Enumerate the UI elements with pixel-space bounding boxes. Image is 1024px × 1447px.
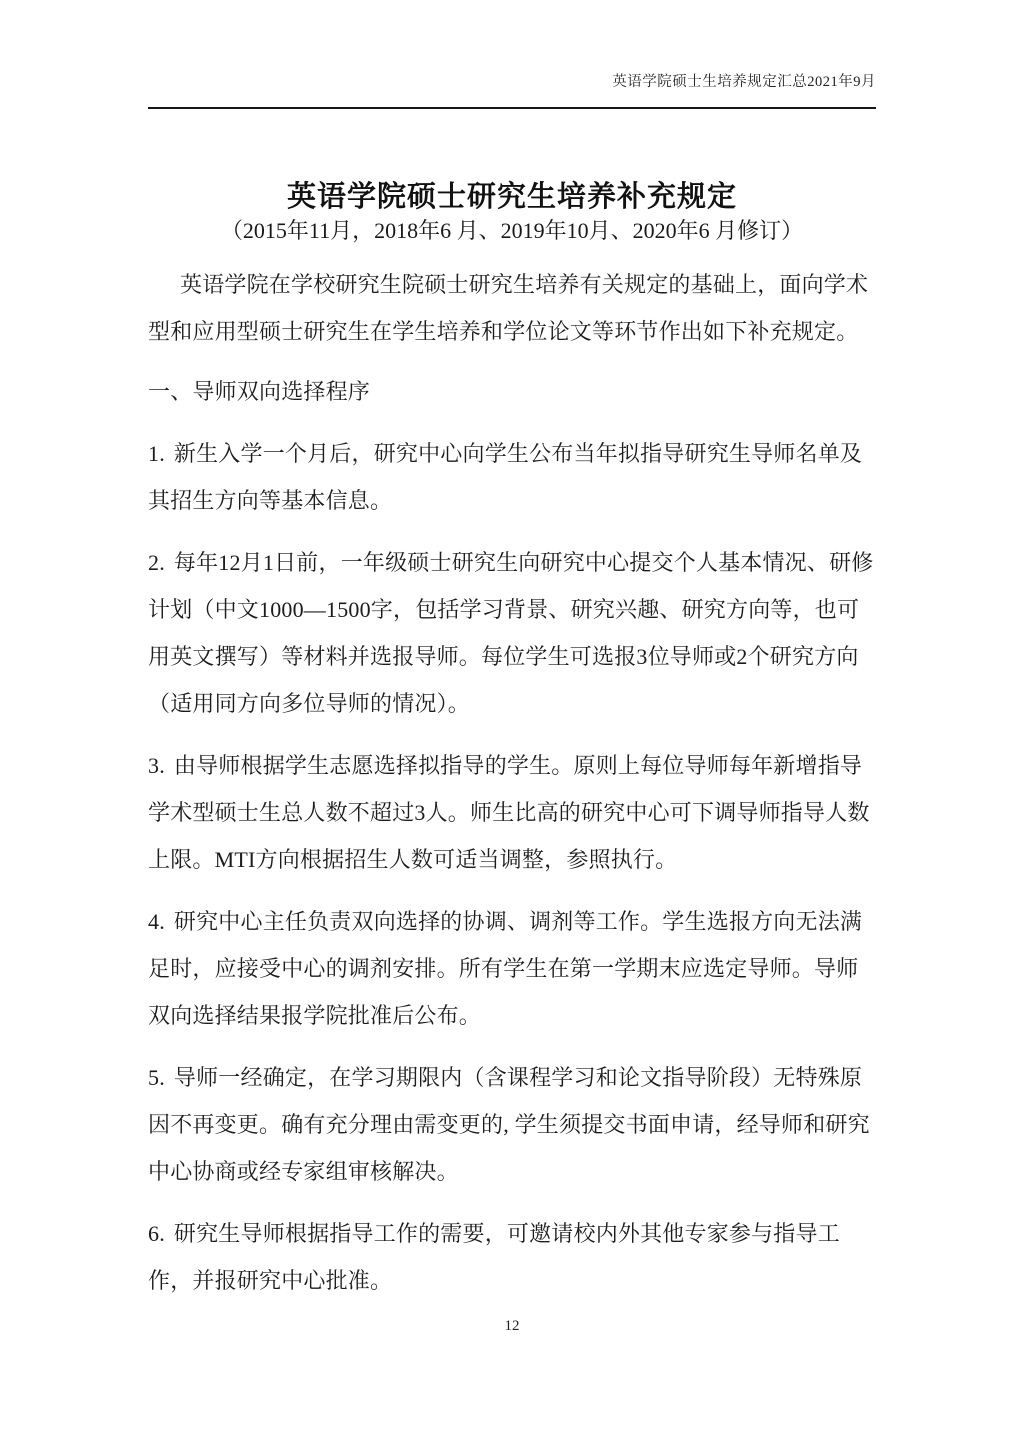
item-text: 由导师根据学生志愿选择拟指导的学生。原则上每位导师每年新增指导学术型硕士生总人数不超过3人。师生比高的研究中心可下调导师指导人数上限。MTI方向根据招生人数可适当调整，参照执行。: [148, 753, 870, 872]
item-number: 3.: [148, 753, 165, 778]
running-header: 英语学院硕士生培养规定汇总2021年9月: [612, 74, 876, 90]
list-item: [148, 1210, 876, 1304]
item-number: 2.: [148, 550, 165, 575]
list-item: [148, 898, 876, 1039]
list-item: [148, 539, 876, 727]
page-number: 12: [504, 1318, 520, 1334]
item-text: 研究中心主任负责双向选择的协调、调剂等工作。学生选报方向无法满足时，应接受中心的调剂安排。所有学生在第一学期末应选定导师。导师双向选择结果报学院批准后公布。: [148, 909, 863, 1028]
item-number: 4.: [148, 909, 165, 934]
document-title: 英语学院硕士研究生培养补充规定: [286, 181, 737, 213]
item-text: 导师一经确定，在学习期限内（含课程学习和论文指导阶段）无特殊原因不再变更。确有充分理由需变更的, 学生须提交书面申请，经导师和研究中心协商或经专家组审核解决。: [148, 1065, 870, 1184]
document-subtitle: （2015年11月，2018年6 月、2019年10月、2020年6 月修订）: [220, 218, 804, 243]
list-item: [148, 742, 876, 883]
item-number: 5.: [148, 1065, 165, 1090]
intro-paragraph: 英语学院在学校研究生院硕士研究生培养有关规定的基础上，面向学术型和应用型硕士研究生在学生培养和学位论文等环节作出如下补充规定。: [148, 272, 869, 344]
item-text: 研究生导师根据指导工作的需要，可邀请校内外其他专家参与指导工作，并报研究中心批准。: [148, 1221, 840, 1293]
list-item: [148, 430, 876, 524]
item-number: 6.: [148, 1221, 165, 1246]
section-heading: 一、导师双向选择程序: [148, 379, 371, 404]
list-item: [148, 1054, 876, 1195]
item-text: 每年12月1日前，一年级硕士研究生向研究中心提交个人基本情况、研修计划（中文1000—1500字，包括学习背景、研究兴趣、研究方向等，也可用英文撰写）等材料并选报导师。每位学生可选报3位导师或2个研究方向（适用同方向多位导师的情况）。: [148, 550, 874, 716]
header-divider: [148, 107, 876, 109]
item-number: 1.: [148, 441, 165, 466]
content-column: [148, 0, 876, 1304]
item-text: 新生入学一个月后，研究中心向学生公布当年拟指导研究生导师名单及其招生方向等基本信息。: [148, 441, 863, 513]
